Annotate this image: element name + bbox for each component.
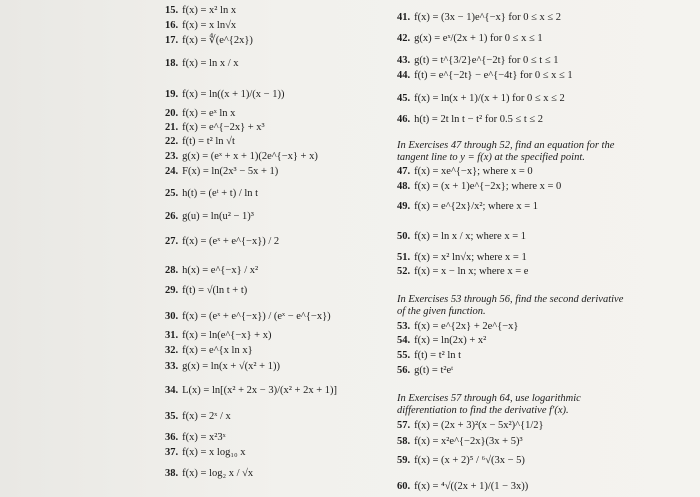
exercise-item bbox=[397, 93, 565, 105]
exercise-number: 31. bbox=[165, 330, 179, 341]
exercise-item bbox=[397, 436, 523, 448]
exercise-item bbox=[165, 188, 258, 200]
exercise-item bbox=[397, 114, 543, 126]
exercise-item bbox=[397, 181, 561, 193]
exercise-number: 57. bbox=[397, 420, 411, 431]
exercise-number: 22. bbox=[165, 136, 179, 147]
exercise-formula: h(t) = (eᵗ + t) / ln t bbox=[182, 188, 259, 199]
exercise-item bbox=[165, 166, 278, 178]
exercise-formula: f(t) = t² ln √t bbox=[182, 136, 235, 147]
exercise-item bbox=[165, 5, 236, 17]
exercise-item bbox=[165, 211, 254, 223]
exercise-formula: f(x) = ln x / x; where x = 1 bbox=[414, 231, 526, 242]
exercise-item bbox=[165, 58, 239, 70]
exercise-item bbox=[165, 236, 279, 248]
exercise-number: 51. bbox=[397, 252, 411, 263]
exercise-formula: f(x) = ln((x + 1)/(x − 1)) bbox=[182, 89, 285, 100]
exercise-formula: f(x) = e^{x ln x} bbox=[182, 345, 253, 356]
exercise-number: 52. bbox=[397, 266, 411, 277]
instructions-text: tangent line to y = f(x) at the specified point. bbox=[397, 152, 585, 163]
exercise-item bbox=[165, 432, 226, 444]
exercise-number: 58. bbox=[397, 436, 411, 447]
exercise-number: 54. bbox=[397, 335, 411, 346]
exercise-formula: g(x) = (eˣ + x + 1)(2e^{−x} + x) bbox=[182, 151, 318, 162]
exercise-item bbox=[397, 420, 544, 432]
exercise-item bbox=[397, 201, 538, 213]
exercise-number: 42. bbox=[397, 33, 411, 44]
exercise-number: 47. bbox=[397, 166, 411, 177]
exercise-item bbox=[165, 265, 258, 277]
instructions-text: of the given function. bbox=[397, 306, 486, 317]
exercise-item bbox=[165, 345, 253, 357]
exercise-number: 49. bbox=[397, 201, 411, 212]
exercise-number: 48. bbox=[397, 181, 411, 192]
exercise-number: 50. bbox=[397, 231, 411, 242]
exercise-number: 59. bbox=[397, 455, 411, 466]
exercise-number: 27. bbox=[165, 236, 179, 247]
exercise-item bbox=[397, 321, 518, 333]
exercise-formula: f(x) = x²3ˣ bbox=[182, 432, 226, 443]
exercise-number: 19. bbox=[165, 89, 179, 100]
exercise-item bbox=[397, 33, 543, 45]
exercise-item bbox=[397, 252, 527, 264]
exercise-formula: f(x) = ln(2x) + x² bbox=[414, 335, 487, 346]
exercise-item bbox=[165, 35, 253, 47]
exercise-number: 41. bbox=[397, 12, 411, 23]
exercise-number: 26. bbox=[165, 211, 179, 222]
exercise-formula: f(t) = t² ln t bbox=[414, 350, 462, 361]
exercise-number: 30. bbox=[165, 311, 179, 322]
exercise-formula: f(x) = ln x / x bbox=[182, 58, 239, 69]
exercise-number: 17. bbox=[165, 35, 179, 46]
exercise-number: 53. bbox=[397, 321, 411, 332]
exercise-item bbox=[397, 12, 561, 24]
exercise-item bbox=[165, 468, 253, 480]
exercise-formula: g(t) = t^{3/2}e^{−2t} for 0 ≤ t ≤ 1 bbox=[414, 55, 559, 66]
exercise-item bbox=[165, 411, 231, 423]
exercise-number: 36. bbox=[165, 432, 179, 443]
exercise-formula: f(x) = eˣ ln x bbox=[182, 108, 236, 119]
exercise-formula: h(t) = 2t ln t − t² for 0.5 ≤ t ≤ 2 bbox=[414, 114, 544, 125]
exercise-number: 20. bbox=[165, 108, 179, 119]
exercise-number: 25. bbox=[165, 188, 179, 199]
exercise-item bbox=[397, 350, 461, 362]
exercise-number: 60. bbox=[397, 481, 411, 492]
exercise-formula: f(x) = (x + 2)⁵ / ⁶√(3x − 5) bbox=[414, 455, 525, 466]
exercise-formula: L(x) = ln[(x² + 2x − 3)/(x² + 2x + 1)] bbox=[182, 385, 337, 396]
exercise-item bbox=[165, 447, 246, 459]
exercise-formula: f(x) = 2ˣ / x bbox=[182, 411, 231, 422]
exercise-item bbox=[397, 335, 486, 347]
exercise-formula: f(x) = e^{2x}/x²; where x = 1 bbox=[414, 201, 539, 212]
exercise-formula: g(t) = t²eᵗ bbox=[414, 365, 454, 376]
exercise-item bbox=[165, 108, 235, 120]
exercise-formula: f(x) = x²e^{−2x}(3x + 5)³ bbox=[414, 436, 523, 447]
exercise-formula: f(x) = x ln√x bbox=[182, 20, 237, 31]
exercise-number: 55. bbox=[397, 350, 411, 361]
instructions-text: In Exercises 57 through 64, use logarithmic bbox=[397, 393, 581, 404]
exercise-item bbox=[397, 455, 525, 467]
exercise-formula: h(x) = e^{−x} / x² bbox=[182, 265, 259, 276]
exercise-item bbox=[165, 151, 318, 163]
exercise-item bbox=[165, 122, 265, 134]
exercise-item bbox=[397, 70, 573, 82]
exercise-formula: f(x) = (eˣ + e^{−x}) / 2 bbox=[182, 236, 280, 247]
exercise-number: 44. bbox=[397, 70, 411, 81]
exercise-number: 23. bbox=[165, 151, 179, 162]
exercise-item bbox=[165, 361, 280, 373]
exercise-number: 56. bbox=[397, 365, 411, 376]
exercise-number: 16. bbox=[165, 20, 179, 31]
exercise-formula: f(x) = x − ln x; where x = e bbox=[414, 266, 529, 277]
exercise-formula: f(t) = e^{−2t} − e^{−4t} for 0 ≤ x ≤ 1 bbox=[414, 70, 573, 81]
exercise-item bbox=[165, 385, 337, 397]
exercise-number: 45. bbox=[397, 93, 411, 104]
exercise-number: 37. bbox=[165, 447, 179, 458]
exercise-formula: f(x) = e^{−2x} + x³ bbox=[182, 122, 265, 133]
exercise-formula: f(x) = x² ln√x; where x = 1 bbox=[414, 252, 527, 263]
exercise-formula: f(x) = (eˣ + e^{−x}) / (eˣ − e^{−x}) bbox=[182, 311, 331, 322]
exercise-item bbox=[165, 136, 235, 148]
exercise-item bbox=[397, 231, 526, 243]
exercise-item bbox=[397, 166, 533, 178]
exercise-number: 21. bbox=[165, 122, 179, 133]
exercise-formula: g(x) = ln(x + √(x² + 1)) bbox=[182, 361, 280, 372]
exercise-formula: f(x) = (x + 1)e^{−2x}; where x = 0 bbox=[414, 181, 562, 192]
exercise-formula: f(x) = x log₁₀ x bbox=[182, 447, 246, 458]
exercise-formula: g(u) = ln(u² − 1)³ bbox=[182, 211, 254, 222]
exercise-formula: f(x) = ln(e^{−x} + x) bbox=[182, 330, 272, 341]
exercise-item bbox=[397, 365, 453, 377]
exercise-number: 35. bbox=[165, 411, 179, 422]
exercise-item bbox=[397, 481, 528, 493]
exercise-formula: f(x) = xe^{−x}; where x = 0 bbox=[414, 166, 533, 177]
exercise-number: 28. bbox=[165, 265, 179, 276]
exercise-item bbox=[165, 330, 271, 342]
exercise-formula: f(x) = ∜(e^{2x}) bbox=[182, 35, 253, 46]
exercise-number: 24. bbox=[165, 166, 179, 177]
exercise-formula: f(t) = √(ln t + t) bbox=[182, 285, 248, 296]
exercise-item bbox=[165, 89, 284, 101]
instructions-text: differentiation to find the derivative f′(x). bbox=[397, 405, 569, 416]
exercise-formula: g(x) = eˣ/(2x + 1) for 0 ≤ x ≤ 1 bbox=[414, 33, 543, 44]
exercise-formula: f(x) = x² ln x bbox=[182, 5, 237, 16]
exercise-formula: F(x) = ln(2x³ − 5x + 1) bbox=[182, 166, 279, 177]
exercise-formula: f(x) = ln(x + 1)/(x + 1) for 0 ≤ x ≤ 2 bbox=[414, 93, 565, 104]
exercise-formula: f(x) = log₂ x / √x bbox=[182, 468, 254, 479]
exercise-number: 29. bbox=[165, 285, 179, 296]
exercise-number: 33. bbox=[165, 361, 179, 372]
exercise-formula: f(x) = (2x + 3)²(x − 5x²)^{1/2} bbox=[414, 420, 544, 431]
exercise-number: 18. bbox=[165, 58, 179, 69]
exercise-item bbox=[397, 55, 559, 67]
exercise-item bbox=[165, 285, 247, 297]
exercise-item bbox=[165, 20, 236, 32]
exercise-formula: f(x) = e^{2x} + 2e^{−x} bbox=[414, 321, 519, 332]
exercise-item bbox=[397, 266, 528, 278]
exercise-item bbox=[165, 311, 331, 323]
exercise-number: 32. bbox=[165, 345, 179, 356]
exercise-number: 38. bbox=[165, 468, 179, 479]
exercise-formula: f(x) = (3x − 1)e^{−x} for 0 ≤ x ≤ 2 bbox=[414, 12, 562, 23]
exercise-number: 46. bbox=[397, 114, 411, 125]
exercise-number: 34. bbox=[165, 385, 179, 396]
instructions-text: In Exercises 47 through 52, find an equation for the bbox=[397, 140, 615, 151]
exercise-number: 15. bbox=[165, 5, 179, 16]
exercise-formula: f(x) = ⁴√((2x + 1)/(1 − 3x)) bbox=[414, 481, 529, 492]
exercise-number: 43. bbox=[397, 55, 411, 66]
instructions-text: In Exercises 53 through 56, find the second derivative bbox=[397, 294, 624, 305]
